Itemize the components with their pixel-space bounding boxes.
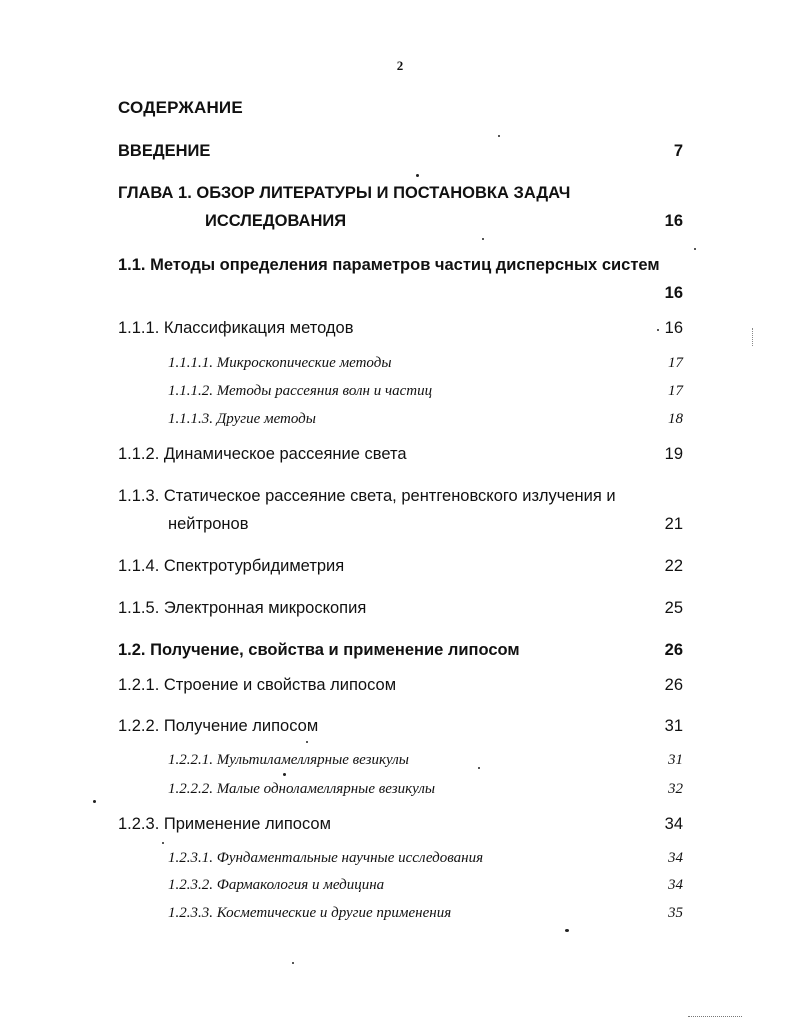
toc-entry-page: 22: [664, 557, 683, 575]
toc-entry-text: 1.2.2. Получение липосом: [118, 717, 319, 735]
scan-speck: [482, 238, 484, 240]
scan-speck: [416, 174, 419, 177]
toc-entry-page: 34: [668, 850, 683, 866]
toc-entry-page: 26: [664, 641, 683, 659]
toc-entry-page: 32: [668, 781, 683, 797]
toc-entry-text: 1.1.1.3. Другие методы: [168, 411, 316, 427]
toc-entry-text: 1.2.1. Строение и свойства липосом: [118, 676, 397, 694]
toc-entry-page: 34: [664, 815, 683, 833]
toc-entry-text-cont: ИССЛЕДОВАНИЯ: [205, 212, 347, 230]
toc-entry-page: 25: [664, 599, 683, 617]
toc-entry-text: ВВЕДЕНИЕ: [118, 142, 211, 160]
scan-speck: [498, 135, 500, 137]
page-number: 2: [396, 58, 404, 73]
toc-entry-text: 1.2. Получение, свойства и применение липосом: [118, 641, 520, 659]
toc-title: СОДЕРЖАНИЕ: [118, 98, 243, 117]
toc-entry-page: 16: [664, 284, 683, 302]
toc-entry-text: 1.2.2.2. Малые одноламеллярные везикулы: [168, 781, 436, 797]
toc-entry-page: 21: [664, 515, 683, 533]
toc-entry-page: 7: [673, 142, 683, 160]
toc-entry-text: 1.2.3.3. Косметические и другие применения: [168, 905, 452, 921]
scan-speck: [93, 800, 96, 803]
toc-entry-text: 1.1.4. Спектротурбидиметрия: [118, 557, 345, 575]
toc-entry-page: 17: [668, 383, 683, 399]
toc-entry-page: 19: [664, 445, 683, 463]
scan-speck: [283, 773, 286, 776]
toc-entry-text: 1.1.2. Динамическое рассеяние света: [118, 445, 407, 463]
toc-entry-page: 18: [668, 411, 683, 427]
toc-entry-page: 26: [664, 676, 683, 694]
toc-entry-text: 1.1.3. Статическое рассеяние света, рентгеновского излучения и: [118, 487, 616, 505]
scan-speck: [694, 248, 696, 250]
toc-entry-text: ГЛАВА 1. ОБЗОР ЛИТЕРАТУРЫ И ПОСТАНОВКА ЗАДАЧ: [118, 184, 571, 202]
toc-entry-page: 34: [668, 877, 683, 893]
scan-speck: [565, 929, 569, 932]
toc-entry-text: 1.2.2.1. Мультиламеллярные везикулы: [168, 752, 409, 768]
scan-speck: [657, 329, 659, 331]
toc-entry-page: 16: [664, 319, 683, 337]
toc-entry-text: 1.2.3. Применение липосом: [118, 815, 331, 833]
scan-speck: [478, 767, 480, 769]
toc-entry-text: 1.2.3.2. Фармакология и медицина: [168, 877, 385, 893]
scan-artifact: [688, 1016, 742, 1017]
scan-speck: [306, 741, 308, 743]
scan-speck: [162, 842, 164, 844]
toc-entry-text: 1.1.1.2. Методы рассеяния волн и частиц: [168, 383, 433, 399]
toc-entry-text-cont: нейтронов: [168, 515, 249, 533]
toc-entry-page: 31: [668, 752, 683, 768]
toc-entry-page: 16: [664, 212, 683, 230]
toc-entry-text: 1.1.5. Электронная микроскопия: [118, 599, 367, 617]
toc-entry-page: 17: [668, 355, 683, 371]
scan-artifact: [752, 328, 753, 346]
toc-entry-page: 31: [664, 717, 683, 735]
toc-entry-text: 1.1. Методы определения параметров частиц дисперсных систем: [118, 256, 660, 274]
scan-speck: [292, 962, 294, 964]
toc-entry-text: 1.1.1. Классификация методов: [118, 319, 354, 337]
toc-entry-text: 1.1.1.1. Микроскопические методы: [168, 355, 392, 371]
toc-entry-page: 35: [668, 905, 683, 921]
toc-entry-text: 1.2.3.1. Фундаментальные научные исследования: [168, 850, 484, 866]
